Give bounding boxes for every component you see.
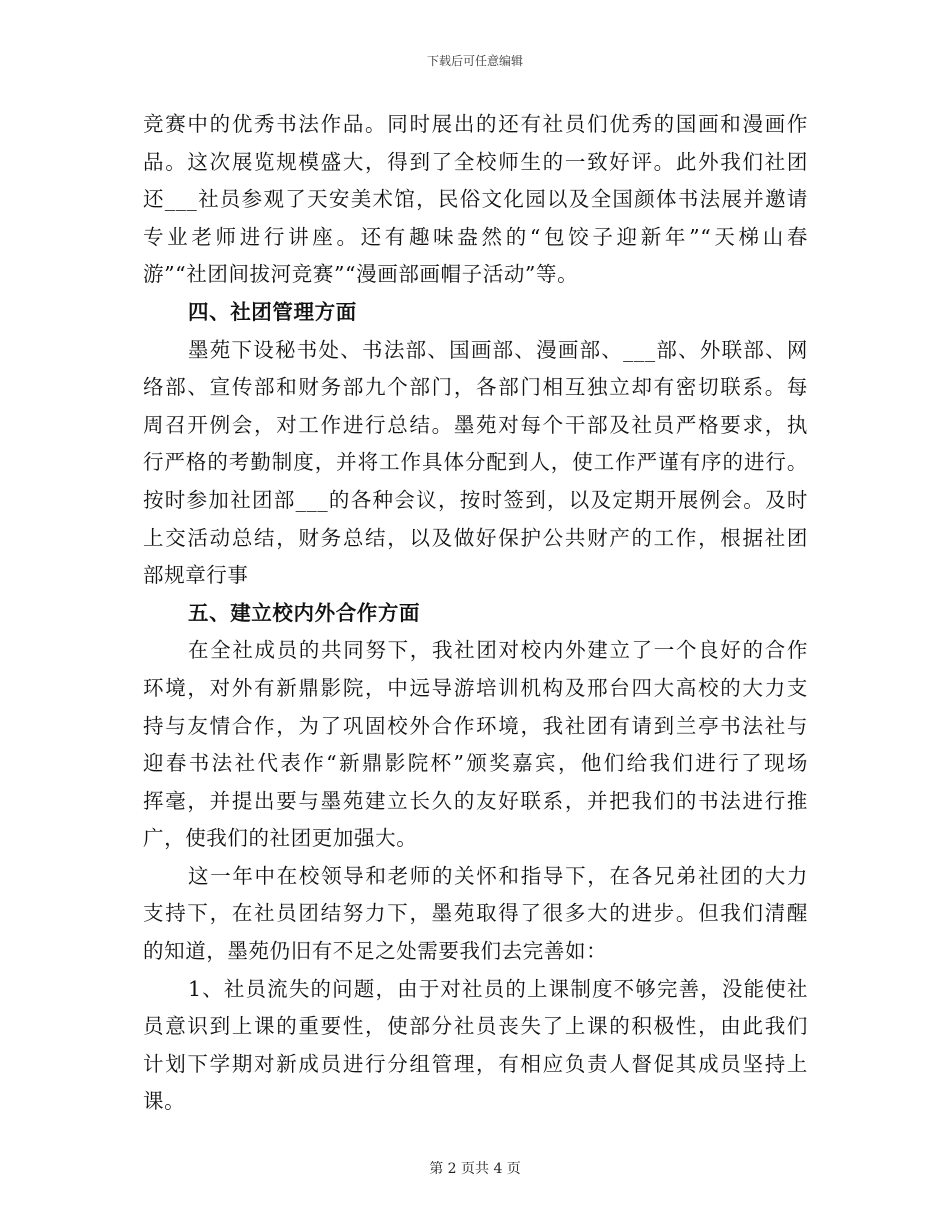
paragraph-line: 迎春书法社代表作“新鼎影院杯”颁奖嘉宾，他们给我们进行了现场 (143, 751, 808, 776)
paragraph-line: 员意识到上课的重要性，使部分社员丧失了上课的积极性，由此我们 (143, 1014, 808, 1039)
paragraph-line: 这一年中在校领导和老师的关怀和指导下，在各兄弟社团的大力 (188, 863, 808, 888)
paragraph-line: 支持下，在社员团结努力下，墨苑取得了很多大的进步。但我们清醒 (143, 901, 808, 926)
paragraph-line: 还___社员参观了天安美术馆，民俗文化园以及全国颜体书法展并邀请 (143, 187, 808, 212)
page-number: 第 2 页共 4 页 (429, 1161, 521, 1177)
section-heading-management: 四、社团管理方面 (188, 299, 357, 324)
paragraph-line: 墨苑下设秘书处、书法部、国画部、漫画部、___部、外联部、网 (188, 337, 808, 362)
paragraph-line: 上交活动总结，财务总结，以及做好保护公共财产的工作，根据社团 (143, 525, 808, 550)
paragraph-line: 按时参加社团部___的各种会议，按时签到，以及定期开展例会。及时 (143, 487, 808, 512)
paragraph-line: 游”“社团间拔河竞赛”“漫画部画帽子活动”等。 (143, 262, 579, 287)
paragraph-line: 1、社员流失的问题，由于对社员的上课制度不够完善，没能使社 (188, 976, 808, 1001)
paragraph-line: 计划下学期对新成员进行分组管理，有相应负责人督促其成员坚持上 (143, 1051, 808, 1076)
page-header: 下载后可任意编辑 (426, 54, 523, 68)
paragraph-line: 持与友情合作，为了巩固校外合作环境，我社团有请到兰亭书法社与 (143, 713, 808, 738)
paragraph-line: 挥毫，并提出要与墨苑建立长久的友好联系，并把我们的书法进行推 (143, 788, 808, 813)
paragraph-line: 周召开例会，对工作进行总结。墨苑对每个干部及社员严格要求，执 (143, 412, 808, 437)
document-body (143, 106, 808, 1121)
section-heading-cooperation: 五、建立校内外合作方面 (188, 600, 421, 625)
paragraph-line: 络部、宣传部和财务部九个部门，各部门相互独立却有密切联系。每 (143, 375, 808, 400)
paragraph-line: 竞赛中的优秀书法作品。同时展出的还有社员们优秀的国画和漫画作 (143, 112, 808, 136)
paragraph-line: 广，使我们的社团更加强大。 (143, 826, 418, 851)
paragraph-line: 行严格的考勤制度，并将工作具体分配到人，使工作严谨有序的进行。 (143, 450, 808, 475)
paragraph-line: 专业老师进行讲座。还有趣味盎然的“包饺子迎新年”“天梯山春 (143, 224, 808, 249)
paragraph-line: 环境，对外有新鼎影院，中远导游培训机构及邢台四大高校的大力支 (143, 675, 808, 700)
paragraph-line: 部规章行事 (143, 563, 249, 588)
paragraph-line: 课。 (143, 1089, 186, 1114)
paragraph-line: 品。这次展览规模盛大，得到了全校师生的一致好评。此外我们社团 (143, 149, 808, 174)
paragraph-line: 的知道，墨苑仍旧有不足之处需要我们去完善如： (143, 939, 608, 964)
paragraph-line: 在全社成员的共同努下，我社团对校内外建立了一个良好的合作 (188, 638, 808, 663)
